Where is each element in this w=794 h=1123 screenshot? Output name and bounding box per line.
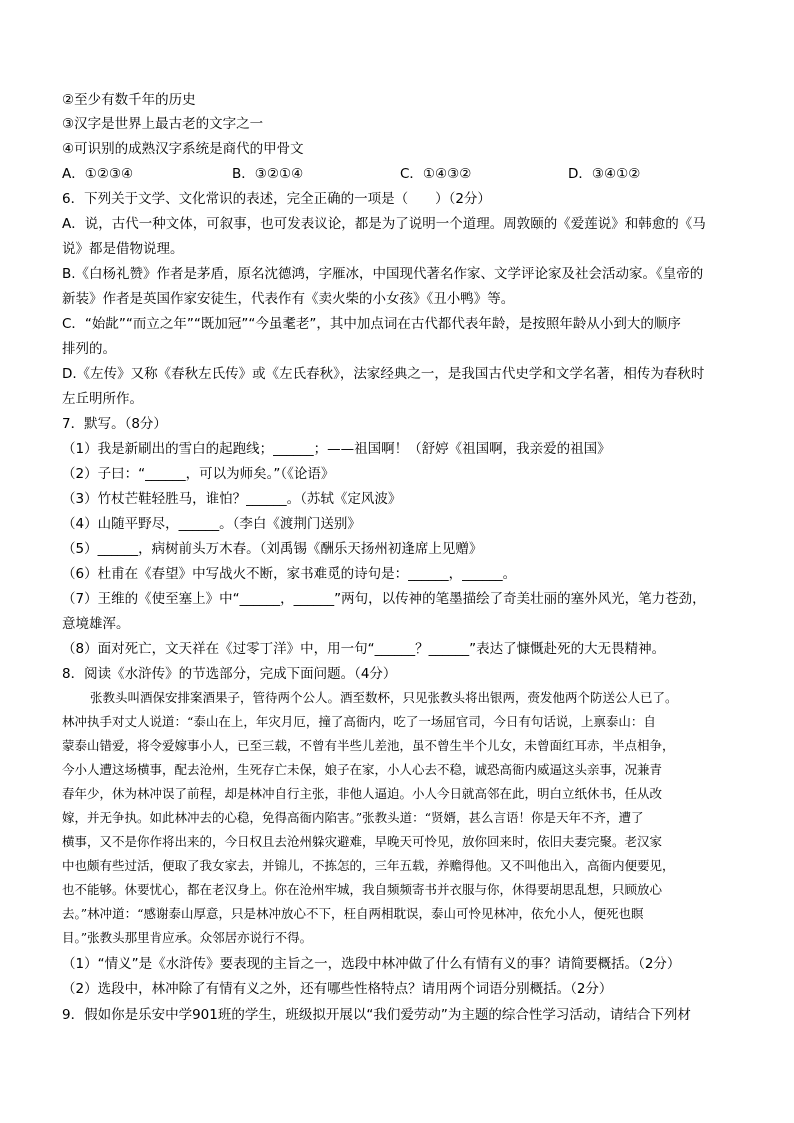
q7-item-1: （1）我是新刷出的雪白的起跑线；______；——祖国啊！（舒婷《祖国啊，我亲爱的祖国》 <box>62 441 611 457</box>
q8-sub-question-1: （1）“情义”是《水浒传》要表现的主旨之一，选段中林冲做了什么有情有义的事？请简要概括。（2分） <box>62 956 681 972</box>
passage-line: 去。”林冲道：“感谢泰山厚意，只是林冲放心不下，枉自两相耽误，泰山可怜见林冲，依允小人，便死也瞑 <box>62 906 644 921</box>
q5-option-b: B．③②①④ <box>232 166 304 182</box>
passage-line: 今小人遭这场横事，配去沧州，生死存亡未保，娘子在家，小人心去不稳，诚恐高衙内威逼这头亲事，况兼青 <box>62 762 663 777</box>
q9-stem: 9．假如你是乐安中学901班的学生，班级拟开展以“我们爱劳动”为主题的综合性学习活动，请结合下列材 <box>62 1007 691 1023</box>
q6-option-b-line1: B.《白杨礼赞》作者是茅盾，原名沈德鸿，字雁冰，中国现代著名作家、文学评论家及社会活动家。《皇帝的 <box>62 266 704 282</box>
q7-item-2: （2）子曰：“______，可以为师矣。”（《论语》 <box>62 466 335 482</box>
passage-line: 林冲执手对丈人说道：“泰山在上，年灾月厄，撞了高衙内，吃了一场屈官司，今日有句话说，上禀泰山：自 <box>62 714 656 729</box>
q6-option-d-line2: 左丘明所作。 <box>62 391 143 407</box>
passage-line: 春年少，休为林冲误了前程，却是林冲自行主张，非他人逼迫。小人今日就高邻在此，明白立纸休书，任从改 <box>62 786 663 801</box>
q8-sub-question-2: （2）选段中，林冲除了有情有义之外，还有哪些性格特点？请用两个词语分别概括。（2分） <box>62 981 613 997</box>
passage-line: 嫁，并无争执。如此林冲去的心稳，免得高衙内陷害。”张教头道：“贤婿，甚么言语！你是天年不齐，遭了 <box>62 810 644 825</box>
q5-option-a: A．①②③④ <box>62 166 134 182</box>
q6-option-a-line1: A．说，古代一种文体，可叙事，也可发表议论，都是为了说明一个道理。周敦颐的《爱莲说》和韩愈的《马 <box>62 216 706 232</box>
passage-line: 也不能够。休要忧心，都在老汉身上。你在沧州牢城，我自频频寄书并衣服与你，休得要胡思乱想，只顾放心 <box>62 882 663 897</box>
q7-item-4: （4）山随平野尽，______。（李白《渡荆门送别》 <box>62 516 361 532</box>
q6-option-b-line2: 新装》作者是英国作家安徒生，代表作有《卖火柴的小女孩》《丑小鸭》等。 <box>62 291 515 307</box>
passage-line: 目。”张教头那里肯应承。众邻居亦说行不得。 <box>62 930 313 945</box>
q6-option-d-line1: D.《左传》又称《春秋左氏传》或《左氏春秋》，法家经典之一，是我国古代史学和文学名著，相传为春秋时 <box>62 366 705 382</box>
q5-item-3: ③汉字是世界上最古老的文字之一 <box>62 116 264 132</box>
q6-option-c-line2: 排列的。 <box>62 341 116 357</box>
q5-item-2: ②至少有数千年的历史 <box>62 92 196 108</box>
q7-item-7-cont: 意境雄浑。 <box>62 616 130 632</box>
q7-item-5: （5）______，病树前头万木春。（刘禹锡《酬乐天扬州初逢席上见赠》 <box>62 541 483 557</box>
passage-line: 横事，又不是你作将出来的，今日权且去沧州躲灾避难，早晚天可怜见，放你回来时，依旧夫妻完聚。老汉家 <box>62 834 663 849</box>
q6-option-c-line1: C．“始龀”“而立之年”“既加冠”“今虽耄老”，其中加点词在古代都代表年龄，是按照年龄从小到大的顺序 <box>62 316 681 332</box>
passage-line: 中也颇有些过活，便取了我女家去，并锦儿，不拣怎的，三年五载，养赡得他。又不叫他出入，高衙内便要见， <box>62 858 675 873</box>
q5-item-4: ④可识别的成熟汉字系统是商代的甲骨文 <box>62 141 304 157</box>
q8-stem: 8．阅读《水浒传》的节选部分，完成下面问题。（4分） <box>62 666 397 682</box>
passage-line: 张教头叫酒保安排案酒果子，管待两个公人。酒至数杯，只见张教头将出银两，赍发他两个防送公人已了。 <box>90 690 678 705</box>
passage-line: 蒙泰山错爱，将令爱嫁事小人，已至三载，不曾有半些儿差池，虽不曾生半个儿女，未曾面红耳赤，半点相争， <box>62 738 675 753</box>
q5-option-d: D．③④①② <box>568 166 641 182</box>
q7-item-3: （3）竹杖芒鞋轻胜马，谁怕？______。（苏轼《定风波》 <box>62 491 402 507</box>
q7-item-8: （8）面对死亡，文天祥在《过零丁洋》中，用一句“______？______”表达了慷慨赴死的大无畏精神。 <box>62 641 666 657</box>
q7-item-7: （7）王维的《使至塞上》中“______，______”两句，以传神的笔墨描绘了奇美壮丽的塞外风光，笔力苍劲， <box>62 591 706 607</box>
q6-option-a-line2: 说》都是借物说理。 <box>62 241 184 257</box>
q5-option-c: C．①④③② <box>400 166 472 182</box>
q7-stem: 7．默写。（8分） <box>62 416 167 432</box>
q6-stem: 6．下列关于文学、文化常识的表述，完全正确的一项是（ ）（2分） <box>62 191 491 207</box>
q7-item-6: （6）杜甫在《春望》中写战火不断，家书难觅的诗句是：______，______。 <box>62 566 517 582</box>
